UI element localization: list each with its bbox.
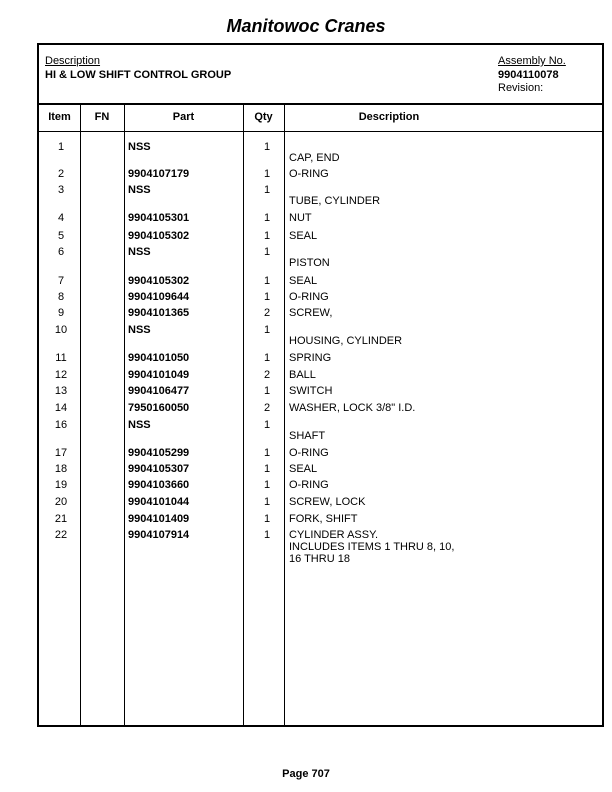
column-header-description: Description <box>358 111 420 123</box>
part-number: NSS <box>128 141 151 153</box>
item-number: 6 <box>57 246 65 258</box>
assembly-number: 9904110078 <box>498 69 559 81</box>
part-number: 9904101044 <box>128 496 190 508</box>
item-number: 10 <box>54 324 68 336</box>
part-number: 7950160050 <box>128 402 190 414</box>
item-number: 21 <box>54 513 68 525</box>
column-header-part: Part <box>172 111 195 123</box>
part-description: SPRING <box>289 352 332 364</box>
part-number: 9904101365 <box>128 307 190 319</box>
item-number: 11 <box>55 352 67 364</box>
assembly-number-label: Assembly No. <box>498 55 566 67</box>
part-description: SCREW, LOCK <box>289 496 366 508</box>
quantity: 1 <box>263 275 271 287</box>
item-number: 16 <box>54 419 68 431</box>
quantity: 2 <box>263 369 271 381</box>
quantity: 1 <box>263 513 271 525</box>
part-description: O-RING <box>289 291 329 303</box>
part-number: 9904105302 <box>128 230 190 242</box>
quantity: 1 <box>263 479 271 491</box>
quantity: 2 <box>263 402 271 414</box>
item-number: 5 <box>57 230 65 242</box>
item-number: 20 <box>54 496 68 508</box>
part-number: 9904105302 <box>128 275 190 287</box>
revision-label: Revision: <box>498 82 544 94</box>
item-number: 3 <box>57 184 65 196</box>
item-number: 8 <box>57 291 65 303</box>
part-number: 9904101409 <box>128 513 190 525</box>
part-description: O-RING <box>289 479 329 491</box>
quantity: 1 <box>263 529 271 541</box>
item-number: 17 <box>54 447 68 459</box>
part-description: SWITCH <box>289 385 333 397</box>
quantity: 1 <box>263 168 271 180</box>
part-number: 9904101049 <box>128 369 190 381</box>
part-description: NUT <box>289 212 312 224</box>
part-number: NSS <box>128 324 151 336</box>
page-number: Page 707 <box>282 768 330 780</box>
quantity: 2 <box>263 307 271 319</box>
parts-table-body <box>39 45 602 725</box>
column-header-qty: Qty <box>254 111 273 123</box>
item-number: 14 <box>54 402 68 414</box>
item-number: 12 <box>54 369 68 381</box>
part-number: NSS <box>128 246 151 258</box>
quantity: 1 <box>263 230 271 242</box>
part-description: CYLINDER ASSY. INCLUDES ITEMS 1 THRU 8, 10, 16 THRU 18 <box>289 529 455 565</box>
part-number: 9904109644 <box>128 291 190 303</box>
quantity: 1 <box>263 324 271 336</box>
quantity: 1 <box>263 291 271 303</box>
part-number: 9904101050 <box>128 352 190 364</box>
column-header-fn: FN <box>94 111 110 123</box>
quantity: 1 <box>263 496 271 508</box>
quantity: 1 <box>263 447 271 459</box>
part-description: SEAL <box>289 230 318 242</box>
part-description: PISTON <box>289 257 330 269</box>
part-description: SEAL <box>289 463 318 475</box>
part-number: 9904107179 <box>128 168 190 180</box>
assembly-description: HI & LOW SHIFT CONTROL GROUP <box>45 69 232 81</box>
part-number: 9904103660 <box>128 479 190 491</box>
part-number: 9904105307 <box>128 463 190 475</box>
part-description: TUBE, CYLINDER <box>289 195 381 207</box>
quantity: 1 <box>263 463 271 475</box>
part-description: SHAFT <box>289 430 326 442</box>
quantity: 1 <box>263 385 271 397</box>
item-number: 18 <box>54 463 68 475</box>
part-description: FORK, SHIFT <box>289 513 358 525</box>
item-number: 13 <box>54 385 68 397</box>
part-number: 9904105301 <box>128 212 190 224</box>
part-number: NSS <box>128 184 151 196</box>
part-number: 9904105299 <box>128 447 190 459</box>
part-description: O-RING <box>289 168 329 180</box>
part-description: BALL <box>289 369 316 381</box>
part-description: WASHER, LOCK 3/8" I.D. <box>289 402 416 414</box>
item-number: 22 <box>54 529 68 541</box>
parts-list-frame <box>37 43 604 727</box>
quantity: 1 <box>263 212 271 224</box>
item-number: 9 <box>57 307 65 319</box>
part-number: NSS <box>128 419 151 431</box>
quantity: 1 <box>263 419 271 431</box>
quantity: 1 <box>263 141 271 153</box>
part-description: O-RING <box>289 447 329 459</box>
item-number: 2 <box>57 168 65 180</box>
item-number: 1 <box>57 141 65 153</box>
part-description: SCREW, <box>289 307 333 319</box>
quantity: 1 <box>263 246 271 258</box>
part-description: HOUSING, CYLINDER <box>289 335 403 347</box>
item-number: 7 <box>57 275 65 287</box>
part-number: 9904106477 <box>128 385 190 397</box>
page-title: Manitowoc Cranes <box>226 16 386 36</box>
column-header-item: Item <box>48 111 71 123</box>
part-description: CAP, END <box>289 152 340 164</box>
quantity: 1 <box>263 184 271 196</box>
part-number: 9904107914 <box>128 529 190 541</box>
item-number: 19 <box>54 479 68 491</box>
part-description: SEAL <box>289 275 318 287</box>
description-label: Description <box>45 55 101 67</box>
item-number: 4 <box>57 212 65 224</box>
quantity: 1 <box>263 352 271 364</box>
